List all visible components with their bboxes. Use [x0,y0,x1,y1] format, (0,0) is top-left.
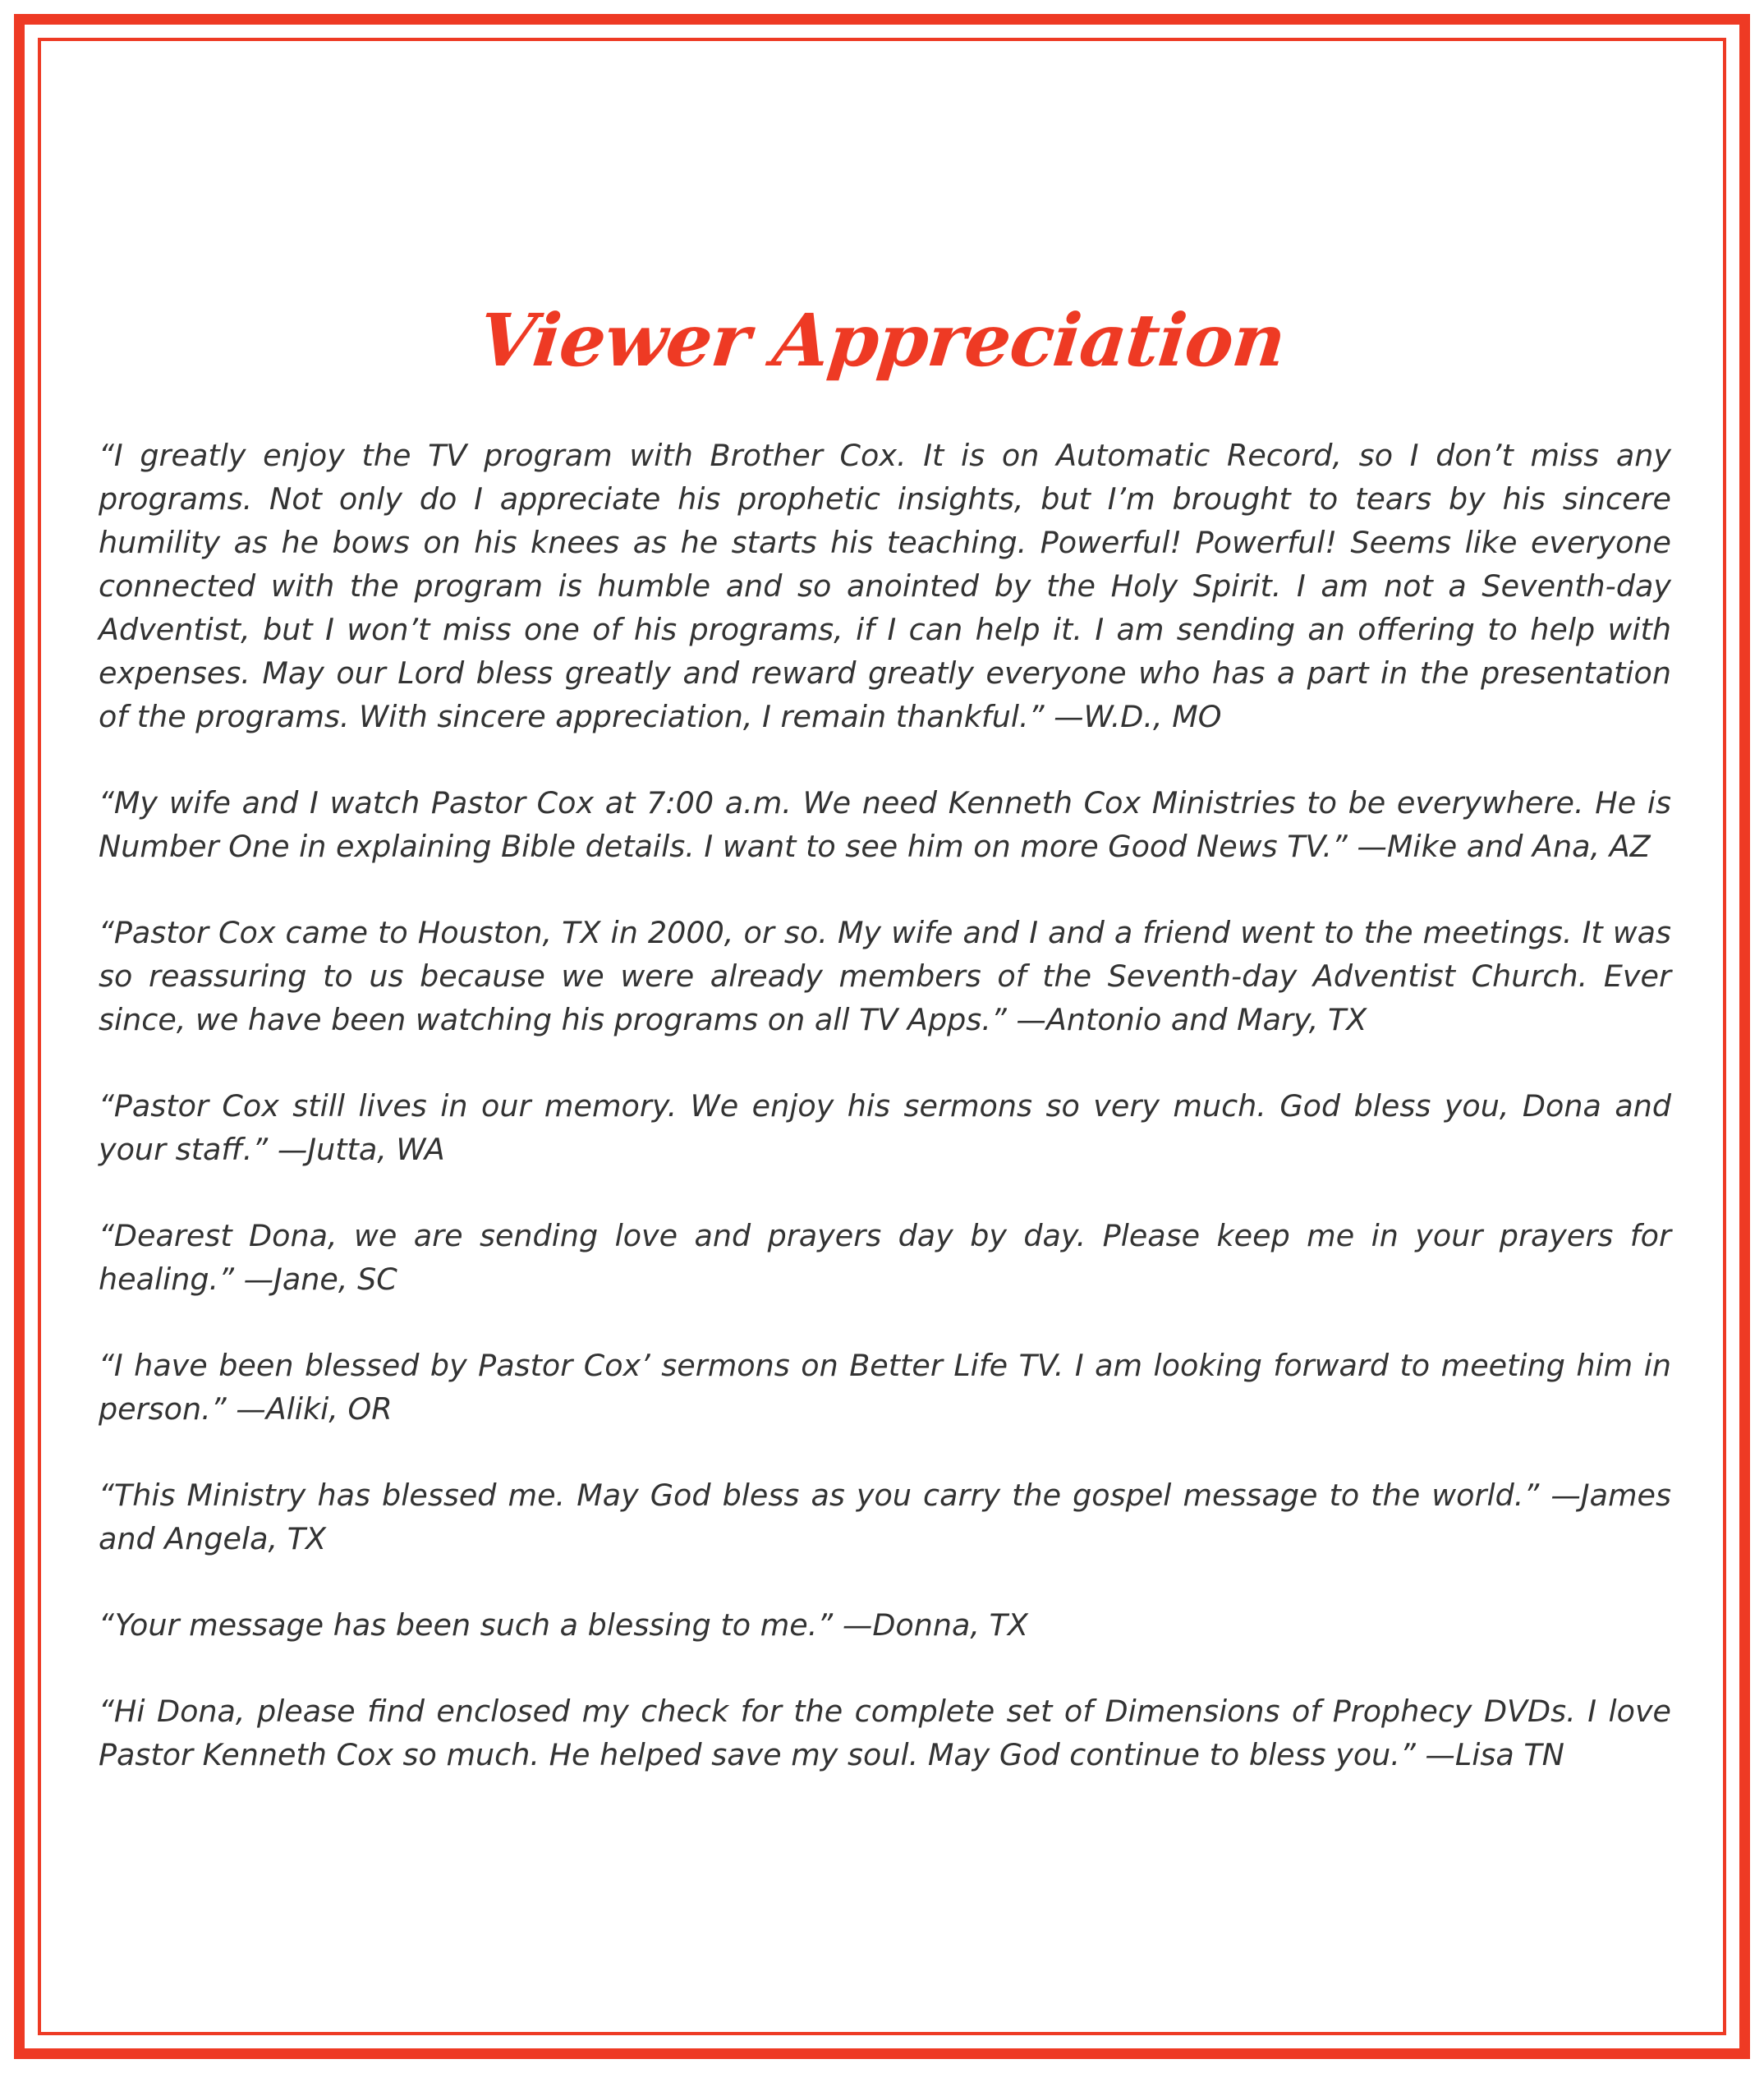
testimonial: “Dearest Dona, we are sending love and prayers day by day. Please keep me in your prayers for healing.” —Jane, SC [99,1218,1671,1297]
testimonial: “Pastor Cox still lives in our memory. We enjoy his sermons so very much. God bless you, Dona and your staff.” —Jutta, WA [99,1088,1671,1167]
testimonial: “I greatly enjoy the TV program with Brother Cox. It is on Automatic Record, so I don’t miss any programs. Not only do I appreciate his prophetic insights, but I’m brought to tears by his sincere humility as he bows on his knees as he starts his teaching. Powerful! Powerful! Seems like everyone connected with the program is humble and so anointed by the Holy Spirit. I am not a Seventh-day Adventist, but I won’t miss one of his programs, if I can help it. I am sending an offering to help with expenses. May our Lord bless greatly and reward greatly everyone who has a part in the presentation of the programs. With sincere appreciation, I remain thankful.” —W.D., MO [99,438,1671,734]
testimonials-list [99,434,1671,1819]
testimonial: “I have been blessed by Pastor Cox’ sermons on Better Life TV. I am looking forward to meeting him in person.” —Aliki, OR [99,1348,1671,1427]
testimonial: “My wife and I watch Pastor Cox at 7:00 a.m. We need Kenneth Cox Ministries to be everywhere. He is Number One in explaining Bible details. I want to see him on more Good News TV.” —Mike and Ana, AZ [99,785,1671,864]
testimonial: “This Ministry has blessed me. May God bless as you carry the gospel message to the world.” —James and Angela, TX [99,1478,1671,1556]
page-title: Viewer Appreciation [475,296,1289,383]
testimonial: “Your message has been such a blessing to me.” —Donna, TX [99,1607,1028,1643]
testimonial: “Hi Dona, please find enclosed my check for the complete set of Dimensions of Prophecy DVDs. I love Pastor Kenneth Cox so much. He helped save my soul. May God continue to bless you.” —Lisa TN [99,1694,1671,1772]
testimonial: “Pastor Cox came to Houston, TX in 2000, or so. My wife and I and a friend went to the meetings. It was so reassuring to us because we were already members of the Seventh-day Adventist Church. Ever since, we have been watching his programs on all TV Apps.” —Antonio and Mary, TX [99,915,1671,1037]
